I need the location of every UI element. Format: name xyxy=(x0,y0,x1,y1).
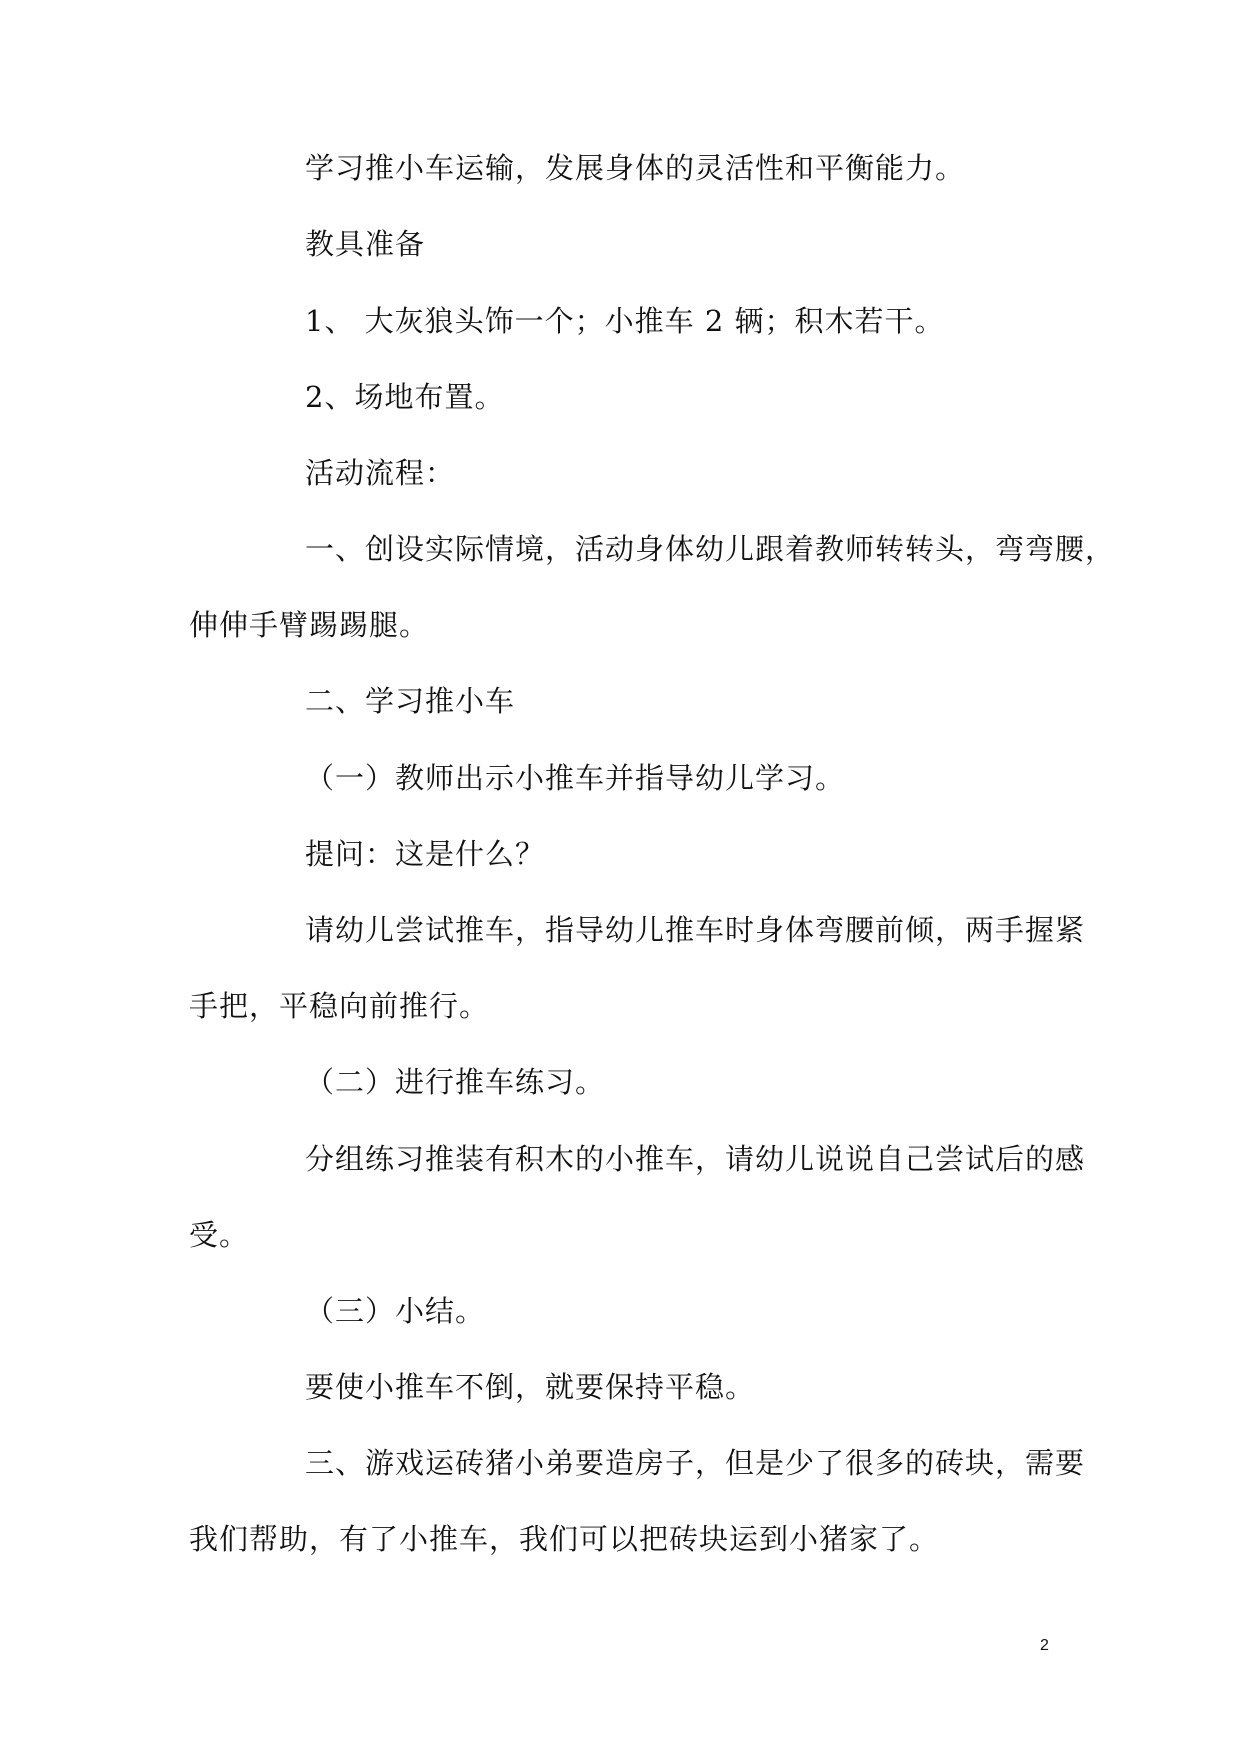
paragraph-line: （一）教师出示小推车并指导幼儿学习。 xyxy=(305,761,846,795)
page-number: 2 xyxy=(1040,1637,1049,1654)
paragraph-line: （二）进行推车练习。 xyxy=(305,1065,606,1099)
list-item: 1、 大灰狼头饰一个；小推车 2 辆；积木若干。 xyxy=(305,304,945,338)
paragraph-line: 一、创设实际情境，活动身体幼儿跟着教师转转头，弯弯腰， xyxy=(305,532,1116,566)
paragraph-line: 受。 xyxy=(189,1218,250,1252)
section-heading: 活动流程： xyxy=(305,456,456,490)
paragraph-line: 我们帮助，有了小推车，我们可以把砖块运到小猪家了。 xyxy=(189,1522,940,1556)
paragraph-line: 提问：这是什么？ xyxy=(305,837,546,871)
section-heading: 教具准备 xyxy=(305,227,426,261)
paragraph-line: 学习推小车运输，发展身体的灵活性和平衡能力。 xyxy=(305,151,966,185)
paragraph-line: 手把，平稳向前推行。 xyxy=(189,989,490,1023)
paragraph-line: 三、游戏运砖猪小弟要造房子，但是少了很多的砖块，需要 xyxy=(305,1446,1086,1480)
section-heading: 二、学习推小车 xyxy=(305,684,516,718)
paragraph-line: 请幼儿尝试推车，指导幼儿推车时身体弯腰前倾，两手握紧 xyxy=(305,913,1086,947)
paragraph-line: （三）小结。 xyxy=(305,1294,486,1328)
paragraph-line: 分组练习推装有积木的小推车，请幼儿说说自己尝试后的感 xyxy=(305,1142,1086,1176)
paragraph-line: 伸伸手臂踢踢腿。 xyxy=(189,608,430,642)
paragraph-line: 要使小推车不倒，就要保持平稳。 xyxy=(305,1370,756,1404)
list-item: 2、场地布置。 xyxy=(305,380,505,414)
